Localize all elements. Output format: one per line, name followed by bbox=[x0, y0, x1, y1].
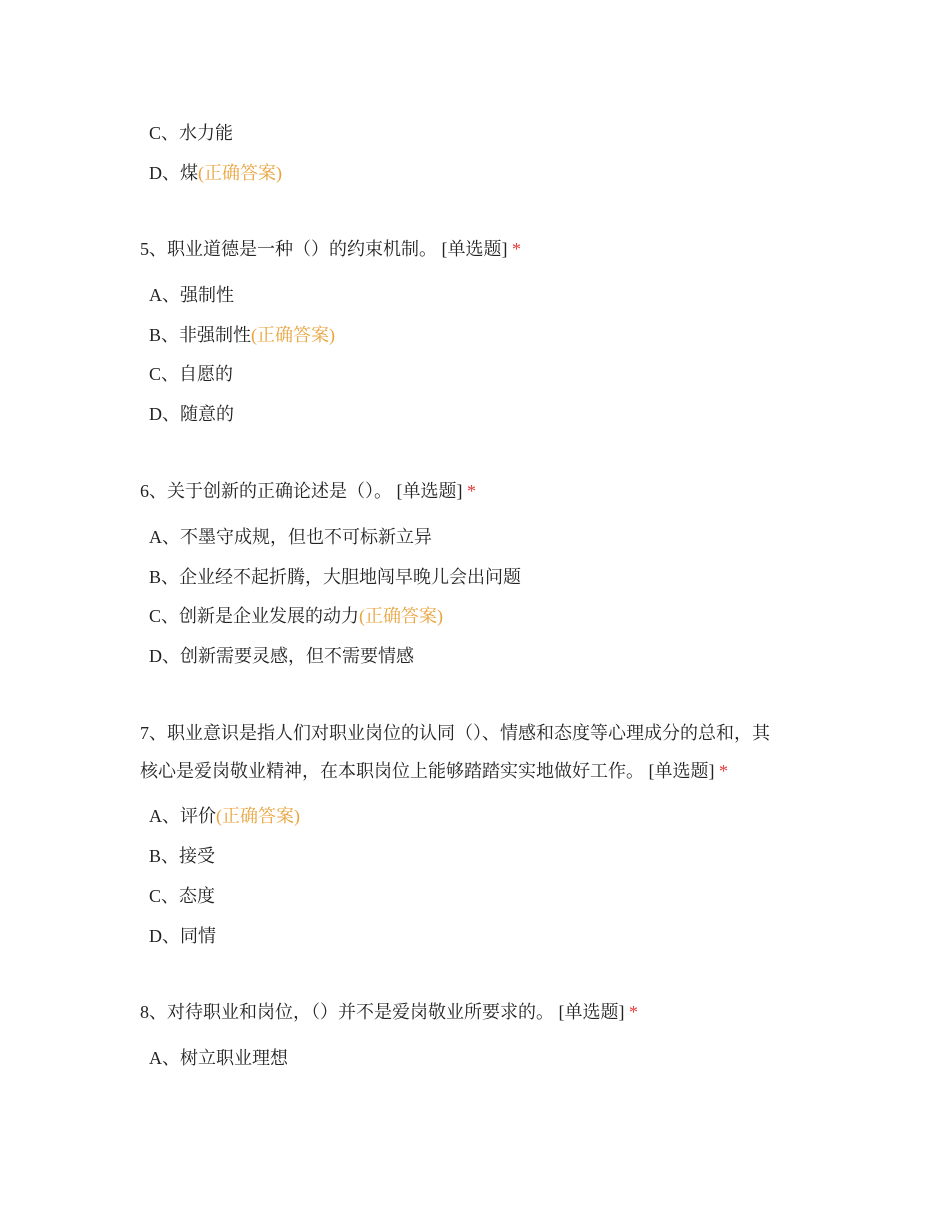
option-text: 创新是企业发展的动力 bbox=[179, 606, 360, 626]
question-title bbox=[140, 472, 476, 510]
required-mark: * bbox=[719, 761, 728, 781]
option-item[interactable] bbox=[149, 154, 282, 192]
option-text: 企业经不起折腾，大胆地闯早晚儿会出问题 bbox=[179, 567, 522, 587]
question-type-tag: [单选题] bbox=[558, 1002, 625, 1022]
option-letter: B、 bbox=[149, 325, 180, 345]
option-letter: D、 bbox=[149, 163, 180, 183]
option-text: 自愿的 bbox=[179, 364, 234, 384]
option-item[interactable] bbox=[149, 637, 414, 675]
option-item[interactable] bbox=[149, 114, 233, 152]
option-item[interactable] bbox=[149, 797, 300, 835]
option-letter: C、 bbox=[149, 364, 180, 384]
option-letter: D、 bbox=[149, 926, 180, 946]
option-letter: B、 bbox=[149, 846, 180, 866]
required-mark: * bbox=[512, 239, 521, 259]
question-text: 8、对待职业和岗位，（）并不是爱岗敬业所要求的。 bbox=[140, 1002, 554, 1022]
option-text: 创新需要灵感，但不需要情感 bbox=[180, 646, 414, 666]
question-title bbox=[140, 230, 521, 268]
option-text: 煤 bbox=[180, 163, 198, 183]
correct-answer-label: (正确答案) bbox=[359, 606, 444, 626]
question-text: 7、职业意识是指人们对职业岗位的认同（）、情感和态度等心理成分的总和，其 bbox=[140, 723, 770, 743]
required-mark: * bbox=[467, 481, 476, 501]
option-text: 强制性 bbox=[180, 285, 234, 305]
option-text: 树立职业理想 bbox=[180, 1048, 288, 1068]
question-text: 6、关于创新的正确论述是（）。 bbox=[140, 481, 392, 501]
option-item[interactable] bbox=[149, 276, 234, 314]
question-type-tag: [单选题] bbox=[648, 761, 715, 781]
question-type-tag: [单选题] bbox=[441, 239, 508, 259]
option-text: 评价 bbox=[180, 806, 216, 826]
option-letter: C、 bbox=[149, 886, 180, 906]
question-title-line bbox=[140, 714, 770, 752]
option-text: 非强制性 bbox=[179, 325, 252, 345]
option-item[interactable] bbox=[149, 558, 521, 596]
option-text: 不墨守成规，但也不可标新立异 bbox=[180, 527, 432, 547]
option-item[interactable] bbox=[149, 837, 215, 875]
option-letter: D、 bbox=[149, 646, 180, 666]
option-item[interactable] bbox=[149, 877, 215, 915]
option-item[interactable] bbox=[149, 395, 234, 433]
option-letter: C、 bbox=[149, 606, 180, 626]
required-mark: * bbox=[629, 1002, 638, 1022]
question-text: 5、职业道德是一种（）的约束机制。 bbox=[140, 239, 437, 259]
option-text: 态度 bbox=[179, 886, 216, 906]
option-item[interactable] bbox=[149, 518, 432, 556]
option-item[interactable] bbox=[149, 597, 443, 635]
option-item[interactable] bbox=[149, 355, 233, 393]
question-type-tag: [单选题] bbox=[396, 481, 463, 501]
correct-answer-label: (正确答案) bbox=[251, 325, 336, 345]
correct-answer-label: (正确答案) bbox=[216, 806, 300, 826]
option-letter: A、 bbox=[149, 527, 180, 547]
option-item[interactable] bbox=[149, 917, 216, 955]
option-text: 同情 bbox=[180, 926, 216, 946]
option-letter: D、 bbox=[149, 404, 180, 424]
option-letter: B、 bbox=[149, 567, 180, 587]
option-text: 随意的 bbox=[180, 404, 234, 424]
correct-answer-label: (正确答案) bbox=[198, 163, 282, 183]
option-letter: C、 bbox=[149, 123, 180, 143]
option-letter: A、 bbox=[149, 806, 180, 826]
option-item[interactable] bbox=[149, 1039, 288, 1077]
question-title-line bbox=[140, 752, 728, 790]
option-text: 接受 bbox=[179, 846, 216, 866]
option-item[interactable] bbox=[149, 316, 335, 354]
option-letter: A、 bbox=[149, 285, 180, 305]
question-title bbox=[140, 993, 638, 1031]
option-text: 水力能 bbox=[179, 123, 234, 143]
option-letter: A、 bbox=[149, 1048, 180, 1068]
question-text: 核心是爱岗敬业精神，在本职岗位上能够踏踏实实地做好工作。 bbox=[140, 761, 644, 781]
